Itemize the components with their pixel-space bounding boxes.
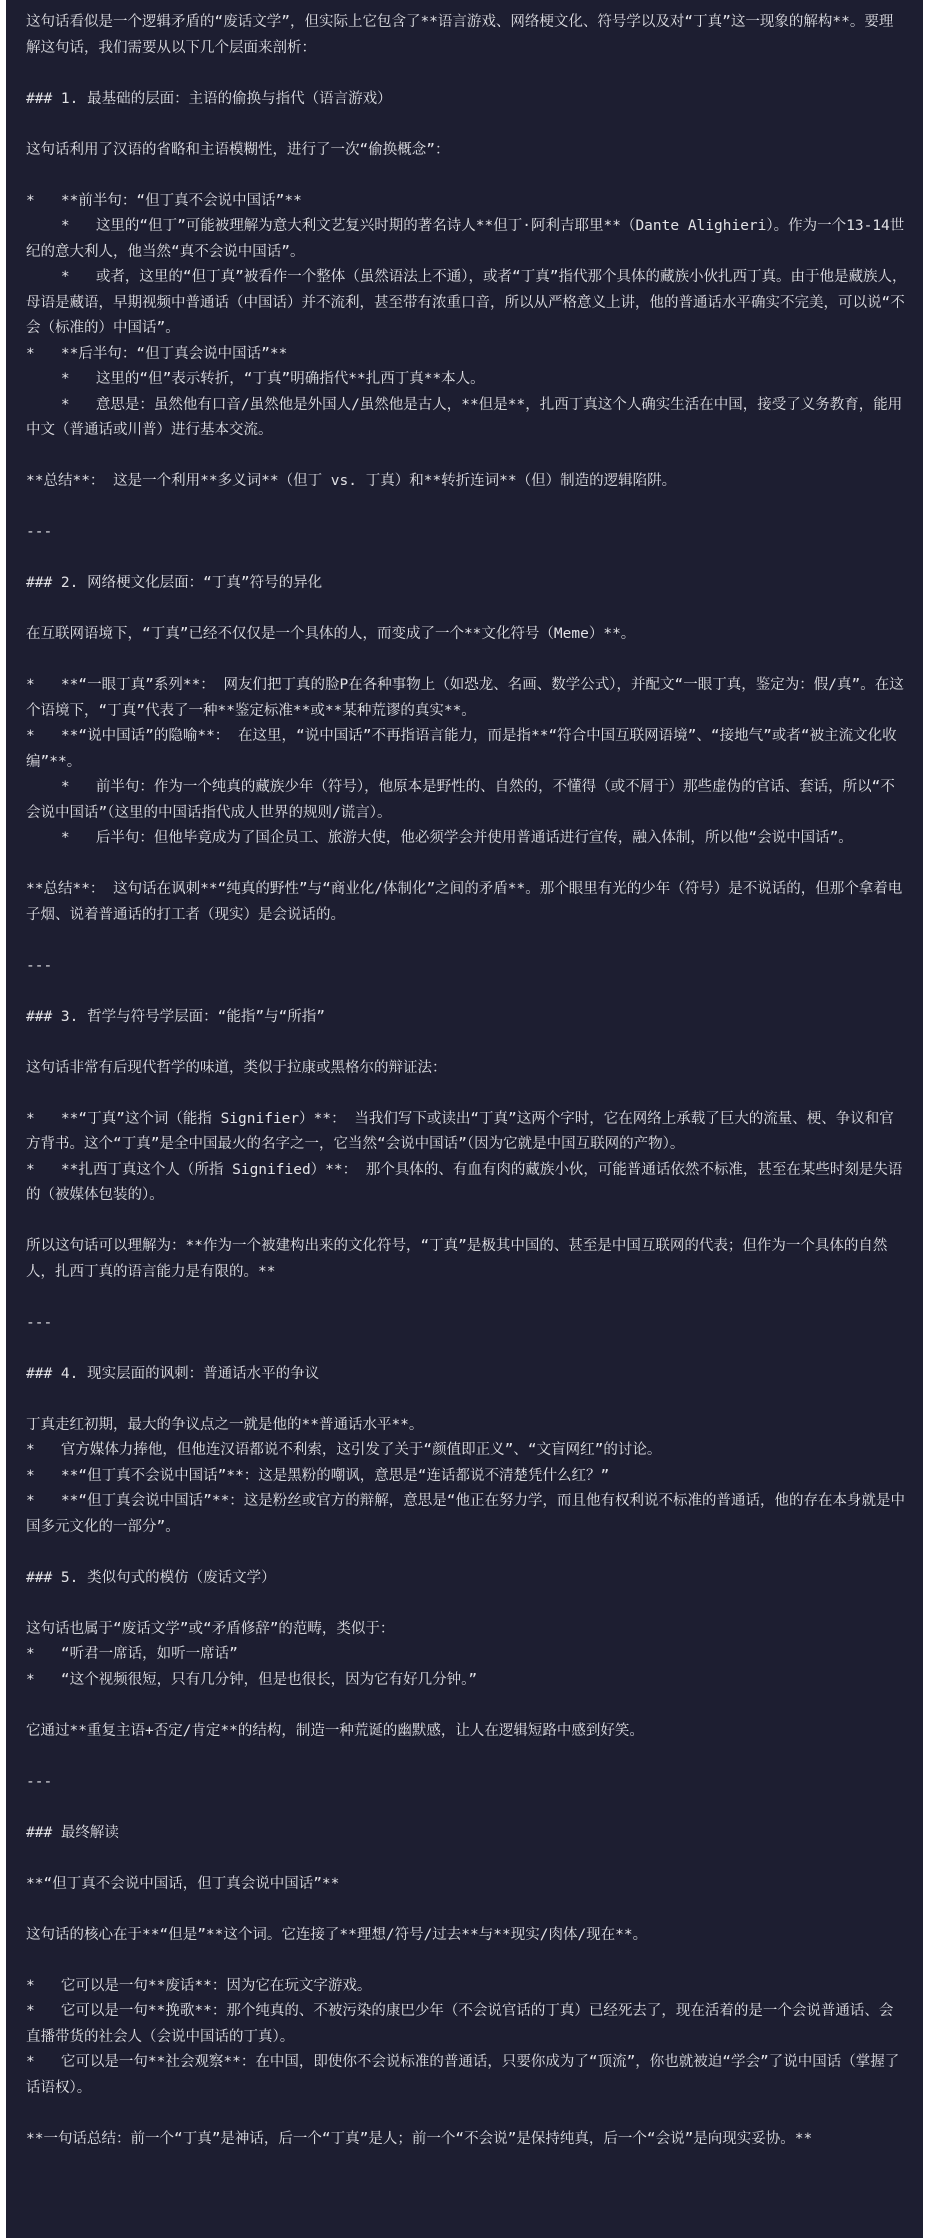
blank-line: [26, 979, 907, 1005]
bullet-line: * **“说中国话”的隐喻**： 在这里，“说中国话”不再指语言能力，而是指**“符合中国互联网语境”、“接地气”或者“被主流文化收编”**。: [26, 728, 897, 770]
bullet-line: * **“但丁真不会说中国话”**：这是黑粉的嘲讽，意思是“连话都说不清楚凭什么红？”: [26, 1467, 610, 1484]
bullet-line: * 它可以是一句**挽歌**：那个纯真的、不被污染的康巴少年（不会说官话的丁真）已经死去了，现在活着的是一个会说普通话、会直播带货的社会人（会说中国话的丁真）。: [26, 2003, 894, 2045]
bullet-line: * “这个视频很短，只有几分钟，但是也很长，因为它有好几分钟。”: [26, 1671, 478, 1688]
blank-line: [26, 1897, 907, 1923]
blank-line: [26, 1540, 907, 1566]
text-line: 这句话看似是一个逻辑矛盾的“废话文学”，但实际上它包含了**语言游戏、网络梗文化、符号学以及对“丁真”这一现象的解构**。要理解这句话，我们需要从以下几个层面来剖析：: [26, 14, 894, 56]
blank-line: [26, 163, 907, 189]
blank-line: [26, 1081, 907, 1107]
section-heading-line: ### 5. 类似句式的模仿（废话文学）: [26, 1569, 276, 1586]
text-line: 这句话也属于“废话文学”或“矛盾修辞”的范畴，类似于：: [26, 1620, 395, 1637]
text-line: 丁真走红初期，最大的争议点之一就是他的**普通话水平**。: [26, 1416, 424, 1433]
bullet-line: * 或者，这里的“但丁真”被看作一个整体（虽然语法上不通），或者“丁真”指代那个具体的藏族小伙扎西丁真。由于他是藏族人，母语是藏语，早期视频中普通话（中国话）并不流利，甚至带有浓重口音，所以从严格意义上讲，他的普通话水平确实不完美，可以说“不会（标准的）中国话”。: [26, 269, 907, 336]
text-line: 这句话非常有后现代哲学的味道，类似于拉康或黑格尔的辩证法：: [26, 1059, 447, 1076]
blank-line: [26, 1209, 907, 1235]
section-heading-line: ### 4. 现实层面的讽刺：普通话水平的争议: [26, 1365, 320, 1382]
section-heading-line: ### 最终解读: [26, 1824, 119, 1841]
text-line: **“但丁真不会说中国话，但丁真会说中国话”**: [26, 1875, 340, 1892]
bullet-line: * 这里的“但”表示转折，“丁真”明确指代**扎西丁真**本人。: [26, 371, 485, 387]
horizontal-rule-line: ---: [26, 957, 53, 974]
horizontal-rule-line: ---: [26, 1314, 53, 1331]
response-text: [26, 10, 907, 2152]
bullet-line: * 后半句：但他毕竟成为了国企员工、旅游大使，他必须学会并使用普通话进行宣传，融入体制，所以他“会说中国话”。: [26, 830, 853, 846]
bullet-line: * “听君一席话，如听一席话”: [26, 1646, 238, 1662]
blank-line: [26, 1795, 907, 1821]
section-heading-line: ### 2. 网络梗文化层面：“丁真”符号的异化: [26, 575, 323, 591]
blank-line: [26, 648, 907, 674]
text-line: **总结**： 这句话在讽刺**“纯真的野性”与“商业化/体制化”之间的矛盾**。那个眼里有光的少年（符号）是不说话的，但那个拿着电子烟、说着普通话的打工者（现实）是会说话的。: [26, 881, 903, 923]
bullet-line: * **“丁真”这个词（能指 Signifier）**： 当我们写下或读出“丁真”这两个字时，它在网络上承载了巨大的流量、梗、争议和官方背书。这个“丁真”是全中国最火的名字之一，它当然“会说中国话”（因为它就是中国互联网的产物）。: [26, 1110, 894, 1152]
blank-line: [26, 1693, 907, 1719]
blank-line: [26, 112, 907, 138]
blank-line: [26, 1336, 907, 1362]
blank-line: [26, 1591, 907, 1617]
text-line: 所以这句话可以理解为：**作为一个被建构出来的文化符号，“丁真”是极其中国的、甚至是中国互联网的代表；但作为一个具体的自然人，扎西丁真的语言能力是有限的。**: [26, 1238, 888, 1280]
blank-line: [26, 1387, 907, 1413]
bullet-line: * 意思是：虽然他有口音/虽然他是外国人/虽然他是古人，**但是**，扎西丁真这个人确实生活在中国，接受了义务教育，能用中文（普通话或川普）进行基本交流。: [26, 396, 903, 438]
section-heading-line: ### 1. 最基础的层面：主语的偷换与指代（语言游戏）: [26, 90, 392, 107]
blank-line: [26, 597, 907, 623]
bullet-line: * **后半句：“但丁真会说中国话”**: [26, 345, 288, 362]
blank-line: [26, 1285, 907, 1311]
blank-line: [26, 2101, 907, 2127]
text-line: **一句话总结：前一个“丁真”是神话，后一个“丁真”是人；前一个“不会说”是保持纯真，后一个“会说”是向现实妥协。**: [26, 2130, 813, 2147]
blank-line: [26, 546, 907, 572]
bullet-line: * 这里的“但丁”可能被理解为意大利文艺复兴时期的著名诗人**但丁·阿利吉耶里**（Dante Alighieri）。作为一个13-14世纪的意大利人，他当然“真不会说中国话”。: [26, 218, 905, 260]
blank-line: [26, 928, 907, 954]
bullet-line: * 它可以是一句**社会观察**：在中国，即使你不会说标准的普通话，只要你成为了“顶流”，你也就被迫“学会”了说中国话（掌握了话语权）。: [26, 2054, 900, 2096]
bullet-line: * **扎西丁真这个人（所指 Signified）**： 那个具体的、有血有肉的藏族小伙，可能普通话依然不标准，甚至在某些时刻是失语的（被媒体包装的）。: [26, 1161, 903, 1203]
blank-line: [26, 444, 907, 470]
blank-line: [26, 852, 907, 878]
horizontal-rule-line: ---: [26, 1773, 53, 1790]
blank-line: [26, 1846, 907, 1872]
text-line: 它通过**重复主语+否定/肯定**的结构，制造一种荒诞的幽默感，让人在逻辑短路中感到好笑。: [26, 1722, 644, 1739]
blank-line: [26, 495, 907, 521]
horizontal-rule-line: ---: [26, 524, 53, 540]
blank-line: [26, 1744, 907, 1770]
text-line: 这句话的核心在于**“但是”**这个词。它连接了**理想/符号/过去**与**现实/肉体/现在**。: [26, 1926, 648, 1943]
bullet-line: * **“一眼丁真”系列**： 网友们把丁真的脸P在各种事物上（如恐龙、名画、数学公式），并配文“一眼丁真，鉴定为：假/真”。在这个语境下，“丁真”代表了一种**鉴定标准**或**某种荒谬的真实**。: [26, 677, 904, 719]
text-line: 这句话利用了汉语的省略和主语模糊性，进行了一次“偷换概念”：: [26, 141, 450, 158]
text-line: **总结**： 这是一个利用**多义词**（但丁 vs. 丁真）和**转折连词**（但）制造的逻辑陷阱。: [26, 473, 677, 489]
bullet-line: * **“但丁真会说中国话”**：这是粉丝或官方的辩解，意思是“他正在努力学，而且他有权利说不标准的普通话，他的存在本身就是中国多元文化的一部分”。: [26, 1493, 906, 1535]
section-heading-line: ### 3. 哲学与符号学层面：“能指”与“所指”: [26, 1008, 326, 1025]
blank-line: [26, 1948, 907, 1974]
bullet-line: * **前半句：“但丁真不会说中国话”**: [26, 192, 302, 209]
text-line: 在互联网语境下，“丁真”已经不仅仅是一个具体的人，而变成了一个**文化符号（Meme）**。: [26, 626, 636, 642]
bullet-line: * 官方媒体力捧他，但他连汉语都说不利索，这引发了关于“颜值即正义”、“文盲网红”的讨论。: [26, 1442, 662, 1458]
blank-line: [26, 1030, 907, 1056]
blank-line: [26, 61, 907, 87]
bullet-line: * 它可以是一句**废话**：因为它在玩文字游戏。: [26, 1977, 372, 1994]
markdown-response-panel: [6, 0, 923, 2238]
bullet-line: * 前半句：作为一个纯真的藏族少年（符号），他原本是野性的、自然的，不懂得（或不屑于）那些虚伪的官话、套话，所以“不会说中国话”（这里的中国话指代成人世界的规则/谎言）。: [26, 779, 895, 821]
